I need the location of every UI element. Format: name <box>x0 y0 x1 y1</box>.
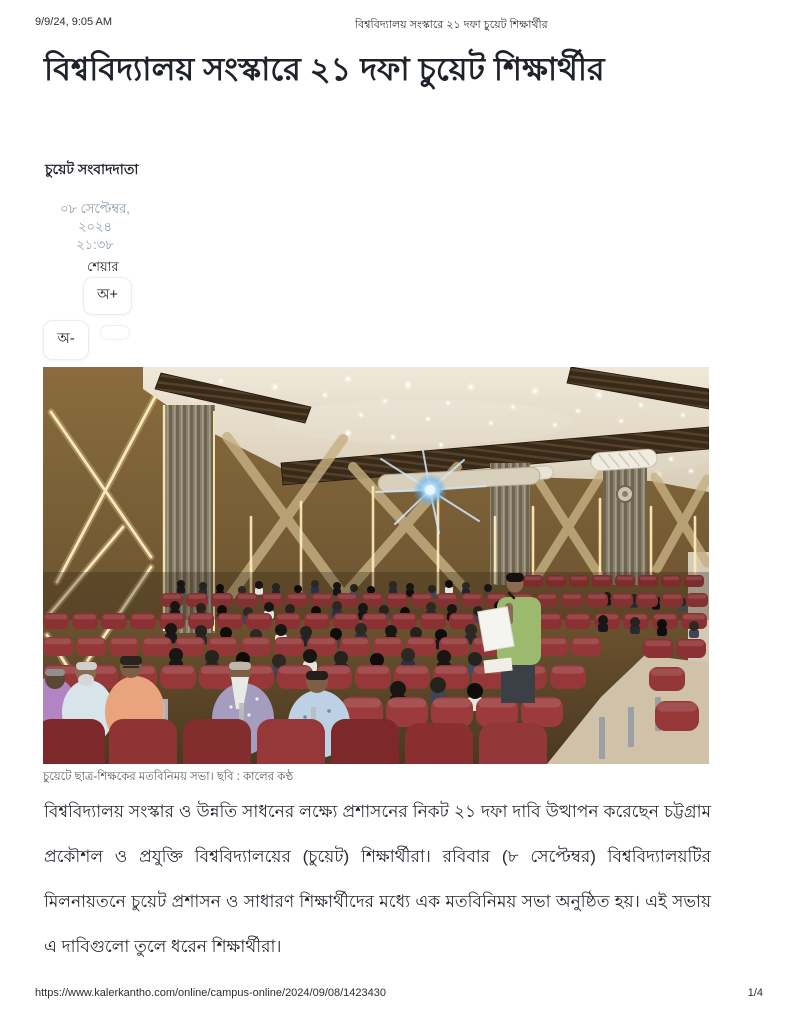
font-decrease-button[interactable]: অ- <box>43 320 89 360</box>
print-header-title: বিশ্ববিদ্যালয় সংস্কারে ২১ দফা চুয়েট শিক্ষার্থীর <box>355 19 548 31</box>
font-increase-button[interactable]: অ+ <box>83 277 132 315</box>
photo-caption: চুয়েটে ছাত্র-শিক্ষকের মতবিনিময় সভা। ছবি : কালের কণ্ঠ <box>43 771 294 783</box>
share-label: শেয়ার <box>87 259 119 274</box>
page-title: বিশ্ববিদ্যালয় সংস্কারে ২১ দফা চুয়েট শিক্ষার্থীর <box>44 51 605 87</box>
publish-datetime <box>47 200 143 254</box>
article-photo <box>43 367 709 764</box>
print-footer-url: https://www.kalerkantho.com/online/campus-online/2024/09/08/1423430 <box>35 987 387 999</box>
publish-date: ০৮ সেপ্টেম্বর, ২০২৪ <box>60 201 130 234</box>
curtain-column-b <box>603 467 647 585</box>
publish-time: ২১:৩৮ <box>76 237 114 252</box>
print-footer-page-indicator: 1/4 <box>747 987 763 999</box>
byline: চুয়েট সংবাদদাতা <box>45 161 139 177</box>
share-widget-button[interactable] <box>100 325 130 340</box>
article-body: বিশ্ববিদ্যালয় সংস্কার ও উন্নতি সাধনের লক্ষ্যে প্রশাসনের নিকট ২১ দফা দাবি উত্থাপন করেছেন চট্টগ্রাম প্রকৌশল ও প্রযুক্তি বিশ্ববিদ্যালয়ের (চুয়েট) শিক্ষার্থীরা। রবিবার (৮ সেপ্টেম্বর) বিশ্ববিদ্যালয়টির মিলনায়তনে চুয়েট প্রশাসন ও সাধারণ শিক্ষার্থীদের মধ্যে এক মতবিনিময় সভা অনুষ্ঠিত হয়। এই সভায় এ দাবিগুলো তুলে ধরেন শিক্ষার্থীরা। <box>44 802 711 956</box>
print-header-datetime: 9/9/24, 9:05 AM <box>35 16 113 28</box>
